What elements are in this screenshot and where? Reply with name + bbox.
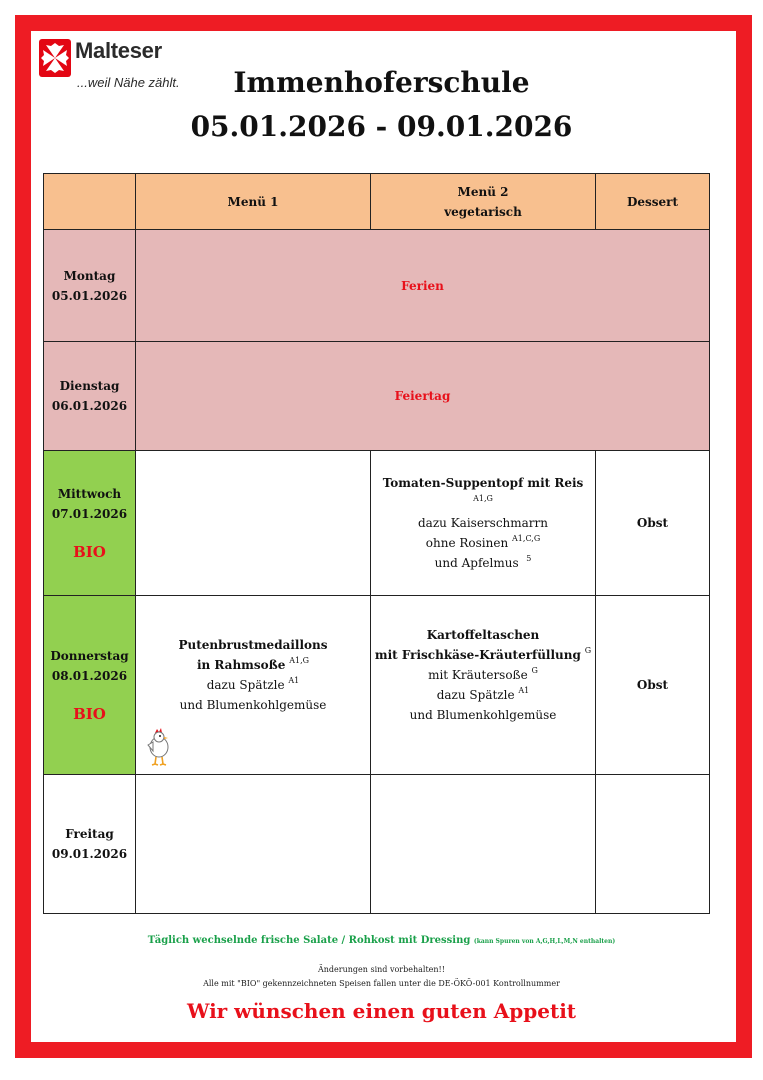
- dish-line: dazu Spätzle: [436, 688, 515, 702]
- day-thursday: [44, 596, 136, 775]
- day-name: Dienstag: [59, 379, 120, 393]
- allergen-code: 5: [526, 554, 532, 563]
- allergen-code: A1,G: [473, 494, 493, 503]
- thu-menu2: [371, 596, 596, 775]
- feiertag-note: Feiertag: [136, 342, 710, 451]
- row-thursday: [44, 596, 710, 775]
- logo-name: Malteser: [75, 38, 162, 63]
- menu-table: [43, 173, 710, 914]
- ferien-note: Ferien: [136, 230, 710, 342]
- salad-text: Täglich wechselnde frische Salate / Rohkost mit Dressing: [147, 935, 471, 946]
- dish-line: mit Kräutersoße: [428, 668, 528, 682]
- week-range: 05.01.2026 - 09.01.2026: [190, 110, 573, 143]
- day-date: 05.01.2026: [51, 288, 128, 303]
- allergen-code: A1,C,G: [512, 534, 541, 543]
- day-name: Donnerstag: [50, 649, 129, 663]
- logo-slogan: ...weil Nähe zählt.: [77, 75, 180, 90]
- row-monday: [44, 230, 710, 342]
- dish-title: in Rahmsoße: [196, 658, 286, 672]
- fri-menu2: [371, 775, 596, 914]
- day-name: Mittwoch: [57, 487, 122, 501]
- header-menu1: Menü 1: [136, 174, 371, 230]
- dish-line: dazu Spätzle: [206, 678, 285, 692]
- day-date: 09.01.2026: [51, 847, 128, 861]
- dish-title: Putenbrustmedaillons: [178, 638, 328, 652]
- wed-menu2: [371, 451, 596, 596]
- thu-dessert: Obst: [596, 596, 710, 775]
- dish-line: ohne Rosinen: [425, 536, 509, 550]
- salad-allergens: (kann Spuren von A,G,H,L,M,N enthalten): [473, 938, 616, 945]
- allergen-code: A1: [518, 686, 530, 695]
- day-monday: [44, 230, 136, 342]
- header-menu2-sub: vegetarisch: [444, 204, 522, 219]
- allergen-code: A1: [288, 676, 300, 685]
- day-name: Freitag: [65, 827, 114, 841]
- allergen-code: A1,G: [289, 656, 310, 665]
- day-date: 07.01.2026: [51, 507, 128, 521]
- header-menu2-label: Menü 2: [457, 184, 509, 199]
- dish-line: dazu Kaiserschmarrn: [418, 516, 548, 530]
- school-title: Immenhoferschule: [233, 66, 530, 99]
- dish-title: Kartoffeltaschen: [426, 628, 540, 642]
- bio-badge: BIO: [73, 705, 106, 723]
- day-friday: [44, 775, 136, 914]
- header-menu2: [371, 174, 596, 230]
- header-empty: [44, 174, 136, 230]
- dish-line: und Blumenkohlgemüse: [409, 708, 557, 722]
- day-date: 08.01.2026: [51, 669, 128, 683]
- dish-title: Tomaten-Suppentopf mit Reis: [382, 476, 584, 490]
- bio-badge: BIO: [73, 543, 106, 561]
- bio-control-note: Alle mit "BIO" gekennzeichneten Speisen fallen unter die DE-ÖKÖ-001 Kontrollnummer: [203, 979, 560, 988]
- header-dessert: Dessert: [596, 174, 710, 230]
- day-date: 06.01.2026: [51, 399, 128, 413]
- allergen-code: G: [531, 666, 538, 675]
- row-friday: [44, 775, 710, 914]
- allergen-code: G: [584, 646, 592, 655]
- day-name: Montag: [63, 268, 116, 283]
- wed-dessert: Obst: [596, 451, 710, 596]
- dish-title: mit Frischkäse-Kräuterfüllung: [374, 648, 581, 662]
- chicken-icon: [145, 727, 175, 767]
- day-wednesday: [44, 451, 136, 596]
- fri-menu1: [136, 775, 371, 914]
- dish-line: und Apfelmus: [434, 556, 519, 570]
- salad-note: [0, 935, 763, 946]
- dish-line: und Blumenkohlgemüse: [179, 698, 327, 712]
- fri-dessert: [596, 775, 710, 914]
- row-tuesday: [44, 342, 710, 451]
- wed-menu1: [136, 451, 371, 596]
- header-row: [44, 174, 710, 230]
- row-wednesday: [44, 451, 710, 596]
- day-tuesday: [44, 342, 136, 451]
- changes-note: Änderungen sind vorbehalten!!: [318, 965, 445, 974]
- appetit-message: Wir wünschen einen guten Appetit: [186, 999, 577, 1023]
